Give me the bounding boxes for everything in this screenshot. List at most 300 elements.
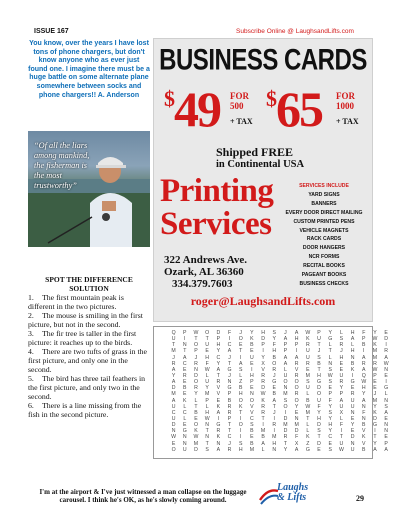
grid-row xyxy=(168,446,388,453)
word-search-puzzle xyxy=(153,326,389,459)
grid-letter: V xyxy=(261,366,265,373)
item-number: 4. xyxy=(28,347,34,356)
grid-letter: A xyxy=(283,336,288,343)
price-amount: 65 xyxy=(276,81,322,137)
grid-letter: A xyxy=(362,354,366,361)
grid-letter: F xyxy=(317,403,321,410)
grid-letter: K xyxy=(216,434,221,441)
grid-letter: Y xyxy=(194,391,198,398)
grid-letter: H xyxy=(328,422,333,429)
grid-letter: S xyxy=(283,397,288,404)
grid-letter: N xyxy=(182,342,187,349)
grid-letter: U xyxy=(171,415,176,422)
grid-letter: F xyxy=(295,434,299,441)
grid-letter: H xyxy=(261,330,265,336)
contact-email[interactable]: roger@LaughsandLifts.com xyxy=(190,294,336,308)
grid-letter: A xyxy=(362,366,366,373)
grid-letter: S xyxy=(328,366,332,373)
grid-letter: Y xyxy=(362,391,366,398)
grid-letter: H xyxy=(205,409,210,416)
grid-letter: B xyxy=(272,391,277,398)
grid-letter: I xyxy=(340,428,343,435)
grid-letter: E xyxy=(317,446,321,453)
grid-letter: P xyxy=(317,330,321,336)
grid-letter: A xyxy=(294,354,299,361)
grid-letter: N xyxy=(205,434,210,441)
grid-letter: V xyxy=(362,440,366,447)
grid-letter: H xyxy=(238,391,243,398)
grid-letter: I xyxy=(239,415,242,422)
grid-letter: Y xyxy=(373,330,377,336)
grid-letter: U xyxy=(350,397,355,404)
grid-letter: M xyxy=(294,422,299,429)
grid-letter: R xyxy=(339,342,344,349)
grid-letter: I xyxy=(385,342,387,349)
grid-letter: T xyxy=(227,422,232,429)
grid-letter: E xyxy=(183,379,187,386)
item-text: The mouse is smiling in the first picture, but not in the second. xyxy=(28,311,143,329)
grid-letter: R xyxy=(294,360,299,367)
service-item: RECITAL BOOKS xyxy=(303,263,345,270)
list-item xyxy=(28,293,150,311)
grid-letter: Y xyxy=(328,428,332,435)
grid-letter: A xyxy=(283,360,288,367)
grid-letter: A xyxy=(171,397,176,404)
grid-letter: E xyxy=(384,330,388,336)
subscribe-link[interactable]: Subscribe Online @ LaughsandLifts.com xyxy=(236,28,354,35)
grid-letter: T xyxy=(317,366,321,373)
grid-letter: F xyxy=(362,330,366,336)
price-offer-1000 xyxy=(266,81,370,144)
grid-letter: E xyxy=(339,366,344,373)
grid-letter: E xyxy=(294,409,299,416)
grid-letter: W xyxy=(361,379,367,386)
service-item: DOOR HANGERS xyxy=(302,245,346,252)
grid-letter: T xyxy=(205,336,209,343)
grid-letter: E xyxy=(384,372,388,379)
list-item xyxy=(28,401,150,419)
grid-letter: A xyxy=(216,409,221,416)
grid-letter: U xyxy=(317,397,321,404)
grid-letter: H xyxy=(317,415,321,422)
grid-letter: E xyxy=(183,366,187,373)
grid-letter: J xyxy=(228,372,231,379)
grid-letter: S xyxy=(238,366,243,373)
grid-letter: G xyxy=(182,428,187,435)
grid-letter: J xyxy=(284,330,287,336)
spot-difference-title: SPOT THE DIFFERENCE SOLUTION xyxy=(45,275,133,293)
grid-letter: N xyxy=(272,446,277,453)
grid-letter: N xyxy=(171,428,176,435)
grid-letter: T xyxy=(317,434,321,441)
grid-letter: R xyxy=(305,360,310,367)
grid-letter: S xyxy=(317,428,321,435)
grid-letter: I xyxy=(363,348,365,355)
address-line1: 322 Andrews Ave. xyxy=(164,254,248,266)
grid-letter: C xyxy=(171,409,176,416)
grid-letter: W xyxy=(372,336,378,343)
grid-letter: S xyxy=(205,446,209,453)
intro-quote: You know, over the years I have lost tons of phone chargers, but don't know anyone who as ever just found one. I imagine there must be a huge battle on some alternate plane somewhere between socks and phone chargers!! A. Anderson xyxy=(28,40,150,99)
grid-letter: R xyxy=(261,403,265,410)
grid-letter: O xyxy=(205,330,210,336)
grid-letter: U xyxy=(317,336,321,343)
grid-letter: B xyxy=(362,342,366,349)
grid-letter: N xyxy=(182,440,187,447)
grid-letter: B xyxy=(238,385,243,392)
word-search-grid xyxy=(168,330,389,453)
grid-letter: C xyxy=(328,434,333,441)
grid-letter: A xyxy=(384,446,388,453)
issue-number: ISSUE 167 xyxy=(34,28,69,35)
grid-letter: S xyxy=(328,409,332,416)
grid-letter: U xyxy=(182,446,187,453)
grid-letter: J xyxy=(172,354,175,361)
grid-letter: L xyxy=(306,422,310,429)
grid-letter: N xyxy=(328,360,333,367)
grid-letter: M xyxy=(283,391,288,398)
grid-letter: E xyxy=(183,391,187,398)
address-line2: Ozark, AL 36360 xyxy=(164,266,244,278)
grid-letter: Y xyxy=(328,403,332,410)
grid-letter: H xyxy=(294,336,299,343)
grid-letter: C xyxy=(227,342,232,349)
grid-letter: D xyxy=(317,440,321,447)
grid-letter: B xyxy=(183,385,187,392)
grid-letter: X xyxy=(261,360,265,367)
grid-letter: E xyxy=(350,428,355,435)
grid-letter: T xyxy=(283,440,288,447)
grid-letter: Y xyxy=(216,348,221,355)
grid-letter: P xyxy=(339,391,344,398)
grid-letter: A xyxy=(294,446,299,453)
grid-letter: A xyxy=(183,354,187,361)
grid-letter: I xyxy=(239,428,242,435)
grid-letter: O xyxy=(238,422,243,429)
grid-letter: R xyxy=(261,372,265,379)
grid-letter: K xyxy=(373,409,377,416)
grid-letter: Y xyxy=(171,372,176,379)
grid-letter: T xyxy=(216,372,220,379)
grid-letter: Y xyxy=(283,446,288,453)
grid-letter: J xyxy=(228,354,231,361)
grid-letter: I xyxy=(239,354,242,361)
grid-letter: X xyxy=(294,440,299,447)
grid-letter: Y xyxy=(250,330,254,336)
grid-letter: N xyxy=(294,415,299,422)
grid-letter: A xyxy=(227,348,232,355)
item-text: There are two tufts of grass in the first picture, and only one in the second. xyxy=(28,347,148,374)
grid-letter: R xyxy=(305,342,310,349)
grid-letter: W xyxy=(383,360,389,367)
grid-letter: Y xyxy=(339,385,344,392)
grid-letter: E xyxy=(205,348,209,355)
grid-letter: W xyxy=(260,391,266,398)
grid-letter: U xyxy=(305,354,310,361)
grid-letter: G xyxy=(216,422,221,429)
grid-letter: U xyxy=(283,372,288,379)
grid-letter: A xyxy=(362,397,366,404)
grid-letter: X xyxy=(339,409,344,416)
grid-letter: E xyxy=(250,434,254,441)
grid-letter: R xyxy=(182,372,187,379)
grid-letter: Y xyxy=(261,354,265,361)
grid-letter: Y xyxy=(328,330,332,336)
grid-letter: E xyxy=(272,385,277,392)
grid-letter: F xyxy=(227,330,232,336)
grid-letter: J xyxy=(373,391,377,398)
list-item xyxy=(28,347,150,374)
grid-letter: N xyxy=(350,440,355,447)
phone-number: 334.379.7603 xyxy=(172,278,233,290)
grid-letter: K xyxy=(362,434,366,441)
grid-letter: D xyxy=(194,446,198,453)
grid-letter: P xyxy=(250,379,254,386)
grid-letter: S xyxy=(317,354,321,361)
grid-letter: P xyxy=(373,372,377,379)
logo-text xyxy=(277,483,308,503)
grid-letter: T xyxy=(328,348,332,355)
grid-letter: E xyxy=(238,342,243,349)
grid-letter: T xyxy=(227,360,232,367)
grid-letter: U xyxy=(171,403,176,410)
grid-letter: B xyxy=(350,360,355,367)
grid-letter: T xyxy=(227,428,232,435)
grid-letter: O xyxy=(171,446,176,453)
grid-letter: U xyxy=(205,379,210,386)
grid-letter: S xyxy=(272,330,277,336)
printing-ad[interactable] xyxy=(153,38,373,322)
grid-letter: Y xyxy=(373,403,377,410)
price-quantity: FOR 1000 xyxy=(336,91,355,111)
grid-letter: D xyxy=(171,422,176,429)
list-item xyxy=(28,311,150,329)
brand-line2: Services xyxy=(160,206,272,242)
footer-joke: I'm at the airport & I've just witnessed a man collapse on the luggage carousel. I think he's OK, as he's slowly coming around. xyxy=(39,488,247,504)
grid-letter: M xyxy=(372,354,378,361)
grid-letter: R xyxy=(261,409,265,416)
grid-letter: M xyxy=(372,397,378,404)
grid-letter: I xyxy=(284,409,287,416)
grid-letter: Y xyxy=(317,409,321,416)
grid-letter: E xyxy=(350,415,355,422)
shipping-line2: in Continental USA xyxy=(216,159,305,170)
grid-letter: D xyxy=(317,422,321,429)
logo-line2: & Lifts xyxy=(277,492,307,503)
grid-letter: T xyxy=(306,415,310,422)
grid-letter: Y xyxy=(294,403,299,410)
grid-letter: G xyxy=(372,422,377,429)
grid-letter: O xyxy=(283,379,288,386)
grid-letter: S xyxy=(306,379,310,386)
grid-letter: O xyxy=(294,397,299,404)
service-item: CUSTOM PRINTED PENS xyxy=(293,218,355,225)
grid-letter: E xyxy=(328,385,332,392)
laughs-and-lifts-logo xyxy=(259,484,351,506)
grid-letter: O xyxy=(272,360,277,367)
grid-letter: R xyxy=(361,360,366,367)
grid-letter: E xyxy=(384,415,388,422)
item-number: 3. xyxy=(28,329,34,338)
grid-letter: K xyxy=(373,342,377,349)
grid-letter: G xyxy=(227,385,232,392)
grid-letter: T xyxy=(172,342,176,349)
grid-letter: O xyxy=(238,336,243,343)
grid-letter: E xyxy=(250,360,254,367)
grid-letter: T xyxy=(205,440,209,447)
service-item: VEHICLE MAGNETS xyxy=(299,227,349,234)
grid-letter: K xyxy=(306,336,310,343)
grid-letter: J xyxy=(317,348,321,355)
grid-letter: Y xyxy=(350,422,355,429)
grid-letter: P xyxy=(283,348,288,355)
item-text: The fir tree is taller in the first picture: it reaches up to the birds. xyxy=(28,329,137,347)
grid-letter: H xyxy=(350,348,355,355)
grid-letter: P xyxy=(227,391,232,398)
grid-letter: S xyxy=(339,336,344,343)
grid-letter: R xyxy=(171,360,176,367)
grid-letter: Y xyxy=(272,336,277,343)
grid-letter: A xyxy=(238,360,243,367)
grid-letter: K xyxy=(194,428,198,435)
grid-letter: T xyxy=(339,434,343,441)
brand-line1: Printing xyxy=(160,173,274,209)
item-number: 6. xyxy=(28,401,34,410)
item-text: There is a line missing from the fish in the second picture. xyxy=(28,401,142,419)
grid-letter: R xyxy=(194,385,198,392)
grid-letter: P xyxy=(227,415,232,422)
item-number: 1. xyxy=(28,293,34,302)
grid-letter: T xyxy=(194,403,198,410)
grid-letter: H xyxy=(361,385,366,392)
item-number: 2. xyxy=(28,311,34,320)
currency-symbol: $ xyxy=(266,86,277,111)
brand-name xyxy=(160,175,288,241)
grid-letter: M xyxy=(305,372,310,379)
grid-letter: D xyxy=(283,415,288,422)
grid-letter: E xyxy=(373,379,377,386)
grid-letter: L xyxy=(339,330,343,336)
grid-letter: H xyxy=(238,446,243,453)
grid-letter: B xyxy=(272,354,277,361)
grid-letter: N xyxy=(384,397,389,404)
grid-letter: D xyxy=(261,336,265,343)
grid-letter: U xyxy=(171,336,176,343)
grid-letter: L xyxy=(384,391,388,398)
grid-letter: H xyxy=(272,348,277,355)
grid-letter: A xyxy=(261,440,265,447)
grid-letter: F xyxy=(272,342,276,349)
grid-letter: B xyxy=(250,342,254,349)
grid-letter: Y xyxy=(373,440,377,447)
grid-letter: M xyxy=(204,391,210,398)
grid-letter: S xyxy=(328,446,332,453)
grid-letter: H xyxy=(350,330,355,336)
grid-letter: A xyxy=(283,354,288,361)
list-item xyxy=(28,374,150,401)
grid-letter: F xyxy=(328,397,332,404)
grid-letter: J xyxy=(194,354,198,361)
grid-letter: N xyxy=(361,403,366,410)
grid-letter: A xyxy=(339,397,344,404)
grid-letter: N xyxy=(250,391,254,398)
grid-letter: R xyxy=(283,434,288,441)
grid-letter: E xyxy=(194,415,198,422)
grid-letter: B xyxy=(362,422,366,429)
grid-letter: M xyxy=(171,391,176,398)
grid-letter: L xyxy=(205,403,209,410)
grid-letter: H xyxy=(317,372,321,379)
grid-letter: P xyxy=(384,440,388,447)
grid-letter: H xyxy=(250,372,254,379)
grid-letter: E xyxy=(350,385,355,392)
grid-letter: O xyxy=(249,397,254,404)
grid-letter: W xyxy=(338,446,344,453)
grid-letter: G xyxy=(350,379,355,386)
grid-letter: I xyxy=(351,372,354,379)
item-text: The bird has three tail feathers in the first picture, and only two in the second. xyxy=(28,374,146,401)
grid-letter: N xyxy=(194,366,198,373)
grid-letter: S xyxy=(328,379,332,386)
grid-letter: C xyxy=(182,360,187,367)
grid-letter: Q xyxy=(361,372,366,379)
grid-letter: G xyxy=(305,446,310,453)
grid-letter: U xyxy=(250,354,254,361)
logo-line1: Laughs xyxy=(277,482,309,493)
grid-letter: R xyxy=(261,379,265,386)
grid-letter: R xyxy=(227,446,232,453)
grid-letter: T xyxy=(373,434,377,441)
grid-letter: Y xyxy=(205,385,209,392)
grid-letter: C xyxy=(250,415,254,422)
grid-letter: E xyxy=(250,385,254,392)
grid-letter: N xyxy=(205,422,210,429)
grid-letter: N xyxy=(182,434,187,441)
photo-caption: “Of all the liars among mankind, the fisherman is the most trustworthy” xyxy=(34,141,90,190)
service-item: EVERY DOOR DIRECT MAILING xyxy=(285,209,363,216)
grid-letter: T xyxy=(194,336,198,343)
grid-letter: B xyxy=(306,397,310,404)
grid-letter: J xyxy=(228,440,231,447)
grid-letter: L xyxy=(339,415,343,422)
fisherman-photo xyxy=(28,131,150,247)
grid-letter: O xyxy=(193,342,198,349)
grid-letter: H xyxy=(339,354,344,361)
grid-letter: Z xyxy=(306,440,310,447)
grid-letter: M xyxy=(272,434,277,441)
grid-letter: W xyxy=(204,366,210,373)
grid-letter: T xyxy=(239,409,243,416)
grid-letter: E xyxy=(339,360,344,367)
grid-letter: N xyxy=(283,385,288,392)
grid-letter: L xyxy=(306,428,310,435)
price-tax: + TAX xyxy=(336,117,359,126)
grid-letter: A xyxy=(216,366,221,373)
grid-letter: Q xyxy=(171,330,176,336)
grid-letter: B xyxy=(317,360,321,367)
shipping-line1: Shipped FREE xyxy=(216,145,294,159)
grid-letter: R xyxy=(227,403,232,410)
grid-letter: I xyxy=(262,348,264,355)
grid-letter: N xyxy=(350,409,355,416)
grid-letter: S xyxy=(384,403,388,410)
item-text: The first mountain peak is different in the two pictures. xyxy=(28,293,124,311)
price-quantity: FOR 500 xyxy=(230,91,249,111)
grid-letter: P xyxy=(216,336,221,343)
grid-letter: L xyxy=(351,342,355,349)
grid-letter: W xyxy=(171,434,177,441)
grid-letter: B xyxy=(194,409,198,416)
